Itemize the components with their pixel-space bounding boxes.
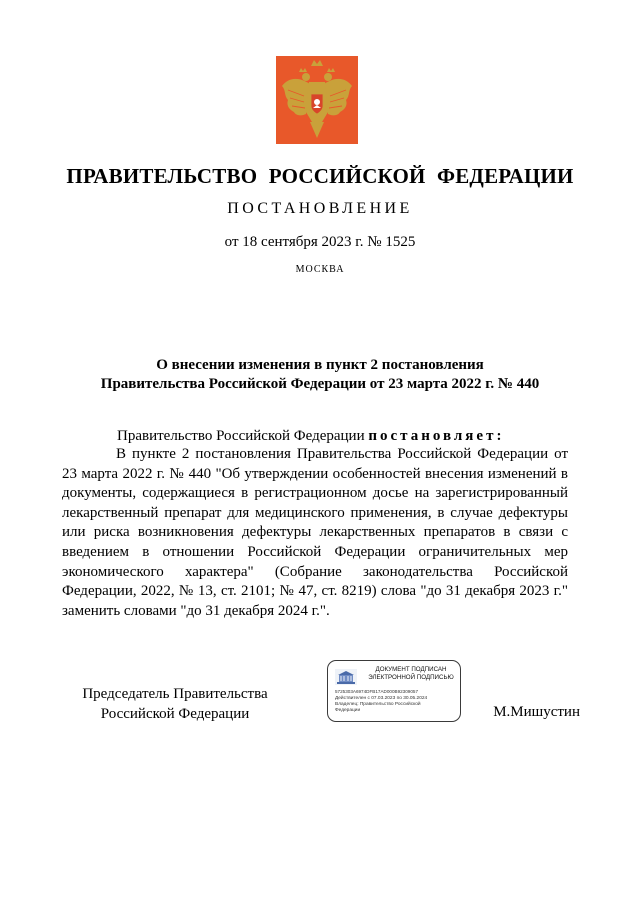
subject-line-2: Правительства Российской Федерации от 23 марта 2022 г. № 440 [100,376,540,392]
preamble [117,426,577,446]
preamble-prefix: Правительство Российской Федерации [117,428,369,444]
document-date-number: от 18 сентября 2023 г. № 1525 [224,234,416,250]
electronic-signature-stamp [327,660,461,722]
stamp-certificate: 5725303A6974DFB17AD000B92309057 [335,689,419,694]
coat-of-arms-emblem [276,56,358,144]
position-line-1: Председатель Правительства [82,686,268,702]
government-title: ПРАВИТЕЛЬСТВО РОССИЙСКОЙ ФЕДЕРАЦИИ [66,164,574,188]
body-paragraph: В пункте 2 постановления Правительства Российской Федерации от 23 марта 2022 г. № 440 "Об утверждении особенностей внесения изменений в документы, содержащиеся в регистрационном досье на зарегистрированный лекарственный препарат для медицинского применения, в случае дефектуры или риска возникновения дефектуры лекарственных препаратов в связи с введением в отношении Российской Федерации ограничительных мер экономического характера" (Собрание законодательства Российской Федерации, 2022, № 13, ст. 2101; № 47, ст. 8219) слова "до 31 декабря 2023 г." заменить словами "до 31 декабря 2024 г.". [62,446,568,619]
document-subject [60,356,580,394]
building-icon [335,669,357,685]
preamble-resolves: постановляет: [368,428,505,444]
position-line-2: Российской Федерации [100,706,250,722]
signatory-position [60,684,290,724]
stamp-validity: Действителен с 07.03.2023 по 30.05.2024 Владелец: Правительство Российской Федерации [335,696,428,713]
stamp-title: ДОКУМЕНТ ПОДПИСАН ЭЛЕКТРОННОЙ ПОДПИСЬЮ [368,666,454,681]
subject-line-1: О внесении изменения в пункт 2 постановления [156,357,484,373]
signatory-name: М.Мишустин [493,704,580,720]
document-city: МОСКВА [295,264,345,275]
document-type: ПОСТАНОВЛЕНИЕ [227,200,413,217]
